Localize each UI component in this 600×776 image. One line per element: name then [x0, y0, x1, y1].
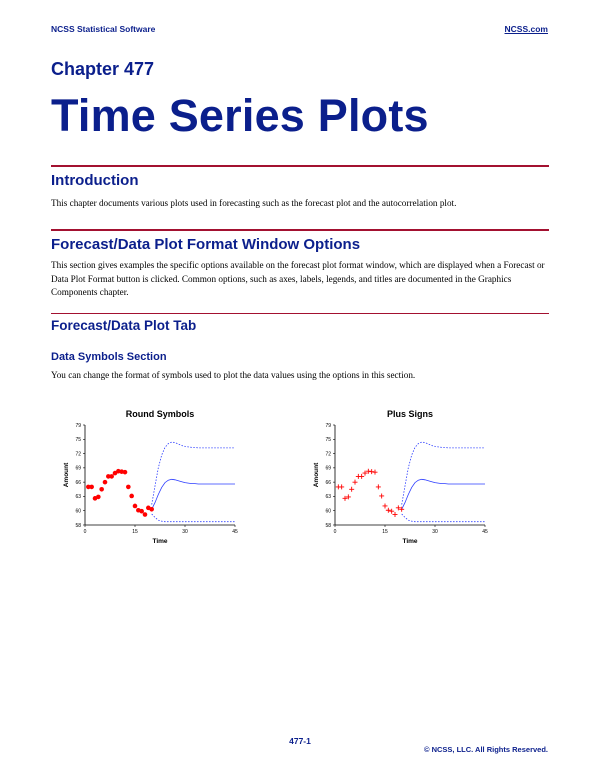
subsection-divider — [51, 313, 549, 314]
data-point — [339, 484, 344, 489]
data-point — [393, 512, 398, 517]
y-tick-label: 60 — [325, 508, 331, 515]
plot-tab-heading: Forecast/Data Plot Tab — [51, 318, 197, 333]
data-point — [109, 474, 114, 479]
introduction-heading: Introduction — [51, 172, 139, 189]
forecast-upper-limit — [152, 442, 235, 504]
data-point — [386, 508, 391, 513]
data-point — [129, 494, 134, 499]
data-symbols-heading: Data Symbols Section — [51, 351, 167, 363]
header-site-link[interactable]: NCSS.com — [504, 24, 548, 34]
x-tick-label: 30 — [182, 529, 188, 535]
page-number: 477-1 — [289, 736, 311, 746]
x-tick-label: 30 — [432, 529, 438, 535]
x-axis-label: Time — [152, 538, 168, 545]
data-point — [376, 484, 381, 489]
y-tick-label: 60 — [75, 508, 81, 515]
data-point — [379, 493, 384, 498]
data-point — [139, 509, 144, 514]
chart-title: Round Symbols — [125, 409, 195, 419]
plus-signs-chart — [305, 405, 495, 550]
forecast-lower-limit — [402, 514, 485, 522]
x-tick-label: 45 — [232, 529, 238, 535]
y-tick-label: 69 — [325, 465, 331, 472]
y-tick-label: 58 — [325, 522, 331, 529]
section-divider — [51, 165, 549, 167]
round-symbols-chart — [55, 405, 245, 550]
forecast-lower-limit — [152, 514, 235, 522]
data-point — [96, 495, 101, 500]
y-tick-label: 75 — [75, 437, 81, 444]
format-window-heading: Forecast/Data Plot Format Window Options — [51, 236, 361, 253]
x-tick-label: 45 — [482, 529, 488, 535]
y-tick-label: 63 — [325, 494, 331, 501]
y-tick-label: 72 — [75, 451, 81, 458]
data-point — [103, 480, 108, 485]
y-tick-label: 79 — [325, 422, 331, 429]
y-tick-label: 75 — [325, 437, 331, 444]
y-tick-label: 66 — [75, 479, 81, 486]
data-point — [389, 509, 394, 514]
data-point — [373, 470, 378, 475]
x-axis-label: Time — [402, 538, 418, 545]
y-tick-label: 72 — [325, 451, 331, 458]
copyright: © NCSS, LLC. All Rights Reserved. — [423, 745, 548, 754]
x-tick-label: 15 — [382, 529, 388, 535]
data-point — [99, 487, 104, 492]
data-point — [143, 512, 148, 517]
forecast-line — [152, 479, 235, 509]
y-tick-label: 69 — [75, 465, 81, 472]
data-point — [126, 485, 131, 490]
data-point — [353, 480, 358, 485]
x-tick-label: 0 — [83, 529, 87, 535]
y-tick-label: 79 — [75, 422, 81, 429]
y-tick-label: 58 — [75, 522, 81, 529]
y-axis-label: Amount — [313, 462, 320, 488]
y-tick-label: 66 — [325, 479, 331, 486]
data-point — [349, 487, 354, 492]
forecast-line — [402, 479, 485, 509]
x-tick-label: 0 — [333, 529, 337, 535]
section-divider — [51, 229, 549, 231]
data-point — [133, 504, 138, 509]
data-symbols-text: You can change the format of symbols used to plot the data values using the options in this section. — [51, 370, 416, 380]
data-point — [149, 507, 154, 512]
data-point — [89, 485, 94, 490]
page-title: Time Series Plots — [51, 90, 429, 141]
y-tick-label: 63 — [75, 494, 81, 501]
data-point — [359, 474, 364, 479]
chapter-label: Chapter 477 — [51, 59, 155, 79]
forecast-upper-limit — [402, 442, 485, 504]
header-software-name: NCSS Statistical Software — [51, 24, 156, 34]
data-point — [383, 503, 388, 508]
x-tick-label: 15 — [132, 529, 138, 535]
data-point — [123, 470, 128, 475]
y-axis-label: Amount — [63, 462, 70, 488]
data-point — [369, 469, 374, 474]
introduction-text: This chapter documents various plots used in forecasting such as the forecast plot and the autocorrelation plot. — [51, 198, 457, 208]
format-window-text: This section gives examples the specific options available on the forecast plot format window, which are displayed when a Forecast or Data Plot Format button is clicked. Common options, such as axes, labels, legends, and titles are documented in the Graphics Components chapter. — [51, 260, 545, 298]
chart-title: Plus Signs — [386, 409, 434, 419]
